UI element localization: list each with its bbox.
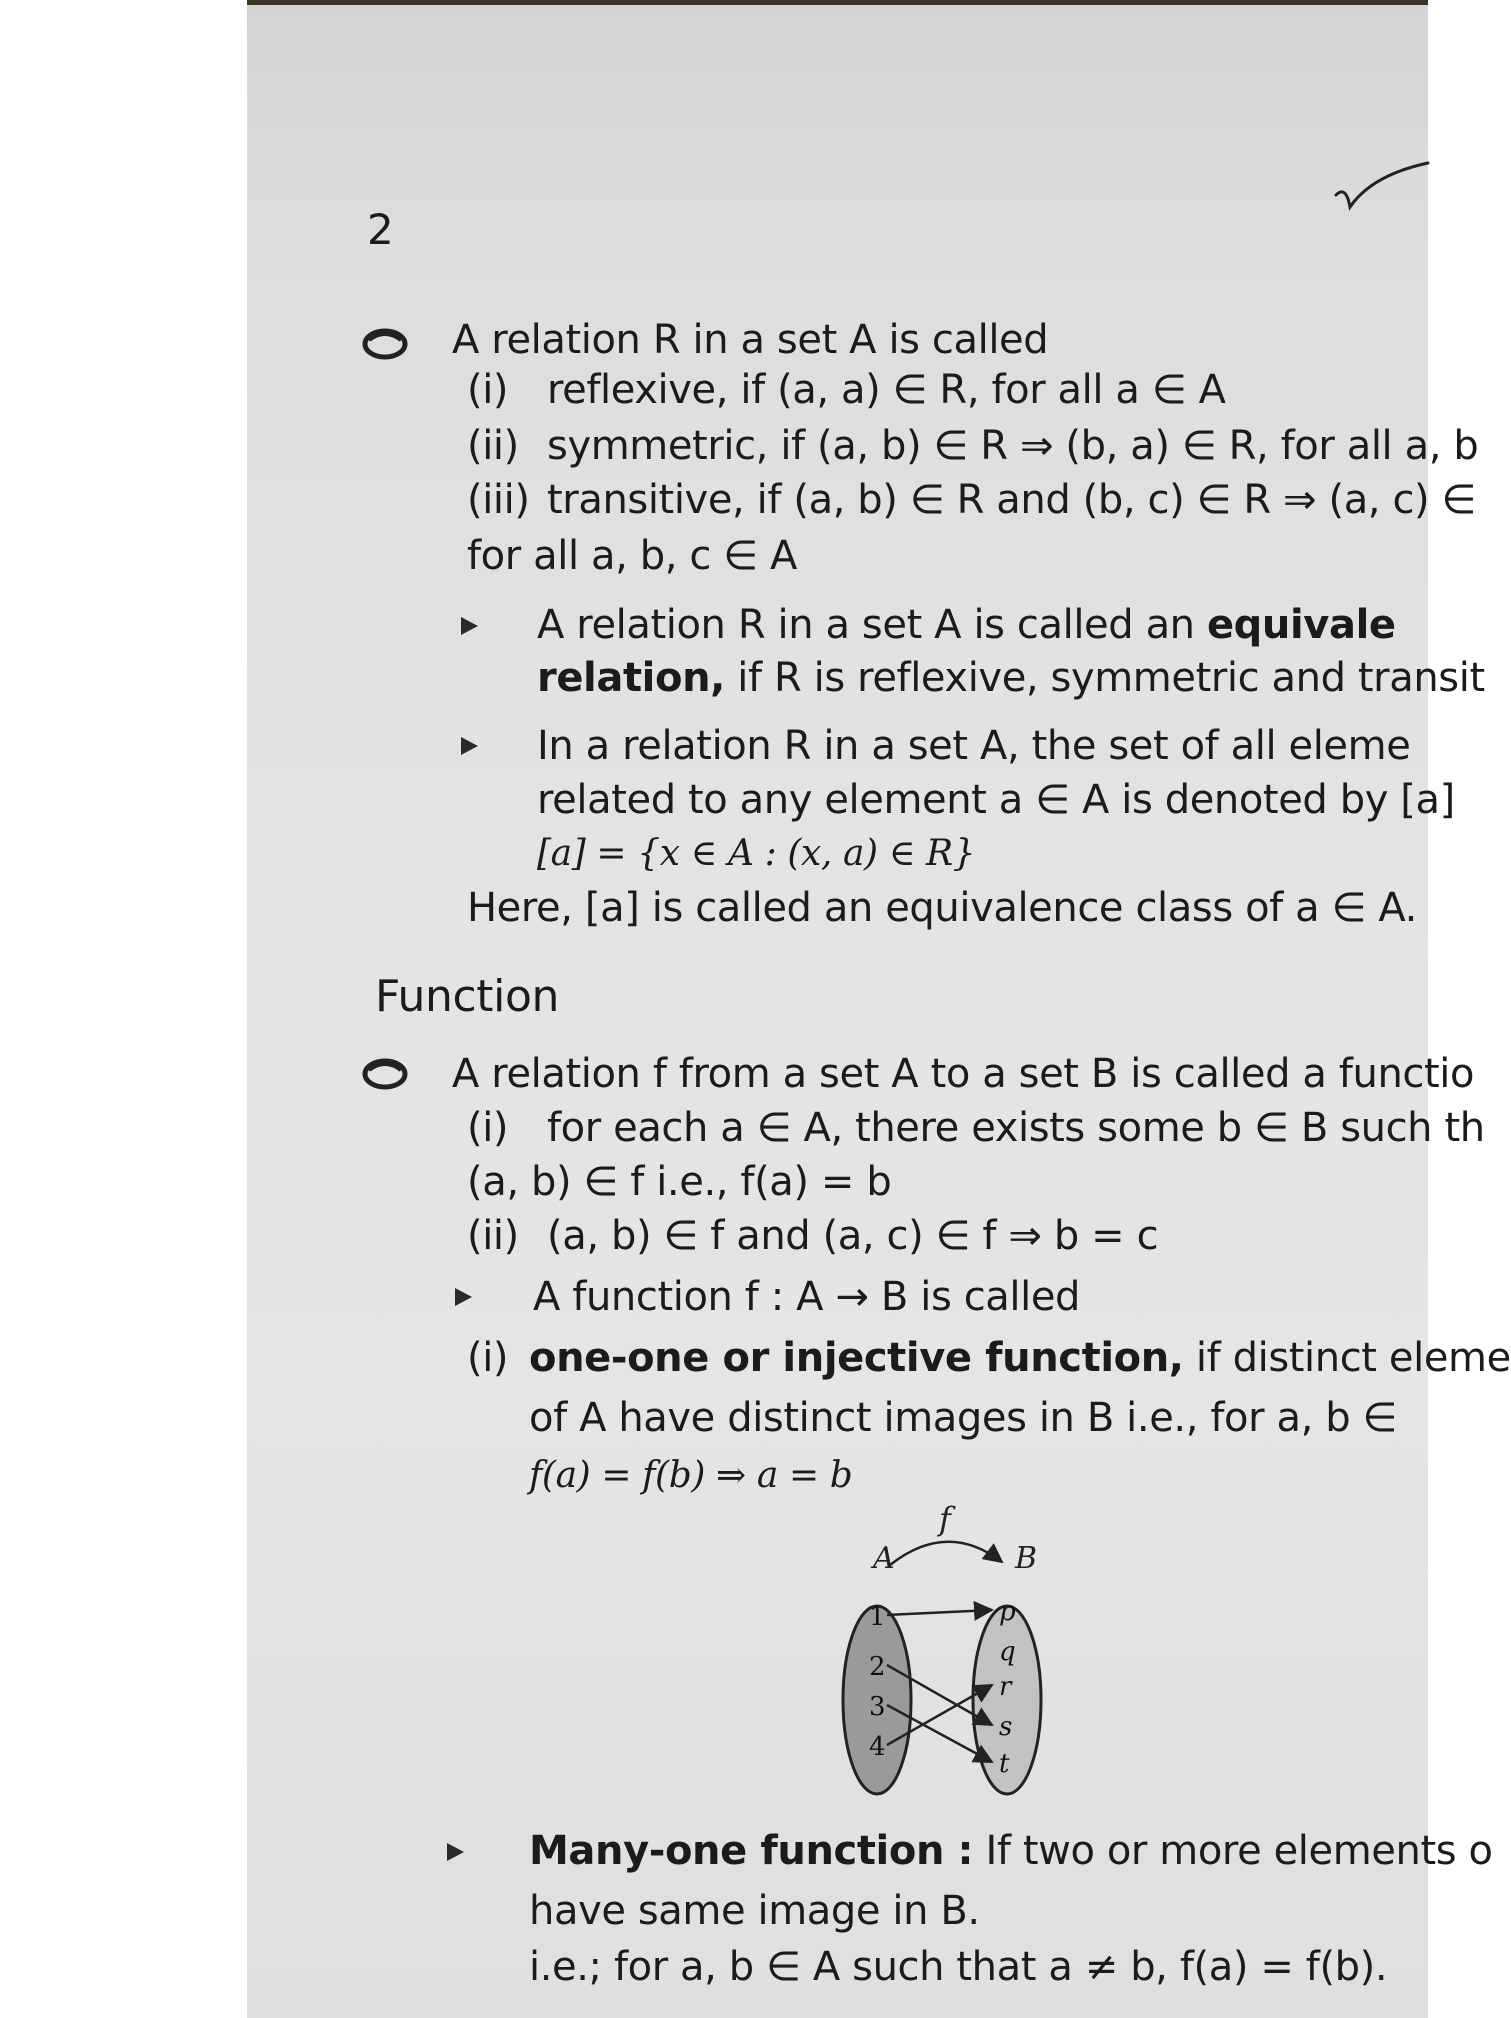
injective-marker: (i) xyxy=(467,1335,509,1381)
function-item-uniqueness: (a, b) ∈ f and (a, c) ∈ f ⇒ b = c xyxy=(547,1213,1159,1259)
set-a-label: A xyxy=(873,1541,895,1576)
codomain-element-label: s xyxy=(999,1712,1013,1742)
function-intro: A relation f from a set A to a set B is called a functio xyxy=(452,1051,1475,1097)
function-item-existence-cont: (a, b) ∈ f i.e., f(a) = b xyxy=(467,1159,892,1205)
bullet-arrow-icon xyxy=(461,737,478,755)
domain-element-label: 4 xyxy=(869,1732,886,1762)
class-def-line-2: related to any element a ∈ A is denoted by [a] xyxy=(537,777,1455,823)
bullet-arrow-icon xyxy=(455,1288,472,1306)
codomain-element-label: r xyxy=(999,1672,1012,1702)
relation-item-reflexive: reflexive, if (a, a) ∈ R, for all a ∈ A xyxy=(547,367,1226,413)
bullet-arrow-icon xyxy=(461,617,478,635)
domain-element-label: 3 xyxy=(869,1692,886,1722)
class-def-formula: [a] = {x ∈ A : (x, a) ∈ R} xyxy=(537,833,976,874)
relation-item-marker: (iii) xyxy=(467,477,530,523)
injective-term: one-one or injective function, xyxy=(529,1335,1184,1381)
bullet-arrow-icon xyxy=(447,1843,464,1861)
relation-item-marker: (ii) xyxy=(467,423,519,469)
function-item-existence: for each a ∈ A, there exists some b ∈ B such th xyxy=(547,1105,1485,1151)
equivalence-term: equivale xyxy=(1206,602,1396,648)
textbook-page xyxy=(247,0,1511,2018)
injective-line-1 xyxy=(529,1336,1511,1380)
mapping-arrow xyxy=(887,1610,992,1615)
equivalence-line-1 xyxy=(537,603,1396,647)
page-top-edge xyxy=(247,0,1428,5)
relation-item-symmetric: symmetric, if (a, b) ∈ R ⇒ (b, a) ∈ R, for all a, b xyxy=(547,423,1479,469)
injective-mapping-diagram xyxy=(787,1500,1087,1800)
section-title: Function xyxy=(375,971,559,1022)
equivalence-text: A relation R in a set A is called an xyxy=(537,602,1207,648)
function-called: A function f : A → B is called xyxy=(533,1274,1081,1320)
set-b-label: B xyxy=(1015,1541,1038,1576)
function-label: f xyxy=(939,1500,951,1538)
equivalence-term: relation, xyxy=(537,655,725,701)
injective-formula: f(a) = f(b) ⇒ a = b xyxy=(529,1455,853,1496)
many-one-line-3: i.e.; for a, b ∈ A such that a ≠ b, f(a) = f(b). xyxy=(529,1944,1388,1990)
relation-item-transitive: transitive, if (a, b) ∈ R and (b, c) ∈ R ⇒ (a, c) ∈ xyxy=(547,477,1476,523)
function-item-marker: (i) xyxy=(467,1105,509,1151)
function-arc-arrow xyxy=(890,1542,1002,1565)
relation-item-marker: (i) xyxy=(467,367,509,413)
many-one-term: Many-one function : xyxy=(529,1828,974,1874)
relation-item-continuation: for all a, b, c ∈ A xyxy=(467,533,797,579)
domain-element-label: 1 xyxy=(869,1602,886,1632)
equivalence-line-2 xyxy=(537,656,1485,700)
class-note: Here, [a] is called an equivalence class of a ∈ A. xyxy=(467,885,1417,931)
spiral-icon xyxy=(359,322,411,362)
codomain-element-label: p xyxy=(999,1597,1016,1627)
injective-text: if distinct eleme xyxy=(1183,1335,1511,1381)
injective-line-2: of A have distinct images in B i.e., for a, b ∈ xyxy=(529,1395,1397,1441)
domain-element-label: 2 xyxy=(869,1652,886,1682)
checkmark-icon xyxy=(1332,155,1432,225)
many-one-line-1 xyxy=(529,1829,1493,1873)
equivalence-text: if R is reflexive, symmetric and transit xyxy=(724,655,1485,701)
page-number: 2 xyxy=(367,205,394,254)
many-one-text: If two or more elements o xyxy=(973,1828,1493,1874)
function-item-marker: (ii) xyxy=(467,1213,519,1259)
relation-intro: A relation R in a set A is called xyxy=(452,317,1049,363)
many-one-line-2: have same image in B. xyxy=(529,1888,980,1934)
spiral-icon xyxy=(359,1052,411,1092)
codomain-element-label: q xyxy=(999,1637,1016,1667)
class-def-line-1: In a relation R in a set A, the set of all eleme xyxy=(537,723,1411,769)
codomain-element-label: t xyxy=(999,1749,1010,1779)
